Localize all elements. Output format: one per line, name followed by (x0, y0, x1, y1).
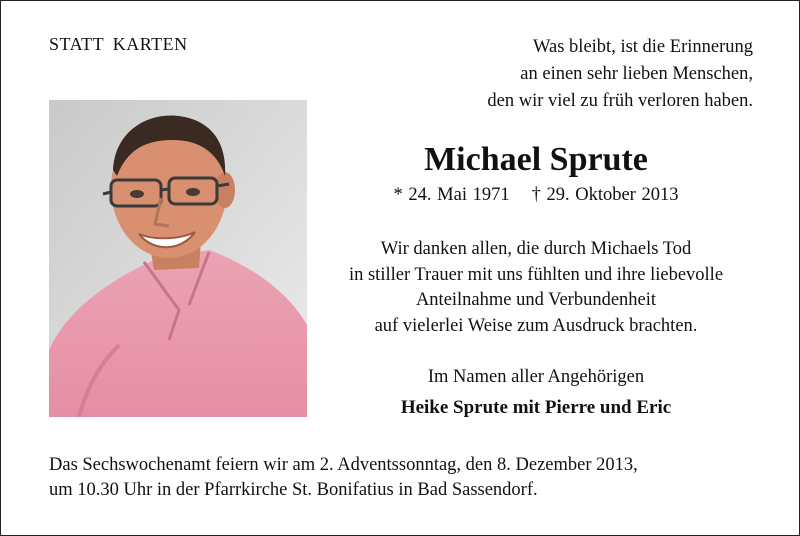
service-announcement (49, 453, 638, 503)
statt-karten-label: STATT KARTEN (49, 34, 188, 54)
birth-date: * 24. Mai 1971 (393, 185, 510, 205)
thanks-line: Wir danken allen, die durch Michaels Tod (380, 239, 692, 259)
service-line: Das Sechswochenamt feiern wir am 2. Adventssonntag, den 8. Dezember 2013, (49, 455, 638, 475)
memorial-quote (487, 34, 753, 115)
family-intro: Im Namen aller Angehörigen (427, 367, 645, 387)
life-dates (321, 185, 751, 206)
death-date: † 29. Oktober 2013 (531, 185, 679, 205)
thanks-text (321, 237, 751, 339)
quote-line: an einen sehr lieben Menschen, (520, 64, 753, 84)
quote-line: Was bleibt, ist die Erinnerung (533, 37, 753, 57)
thanks-line: Anteilnahme und Verbundenheit (415, 290, 657, 310)
family-names: Heike Sprute mit Pierre und Eric (400, 397, 672, 418)
thanks-line: auf vielerlei Weise zum Ausdruck brachten. (374, 315, 698, 336)
quote-line: den wir viel zu früh verloren haben. (487, 91, 753, 111)
portrait-photo (49, 100, 307, 417)
deceased-name: Michael Sprute (424, 141, 648, 178)
service-line: um 10.30 Uhr in der Pfarrkirche St. Bonifatius in Bad Sassendorf. (49, 480, 538, 500)
portrait-illustration (49, 100, 307, 417)
thanks-line: in stiller Trauer mit uns fühlten und ihre liebevolle (348, 264, 724, 285)
